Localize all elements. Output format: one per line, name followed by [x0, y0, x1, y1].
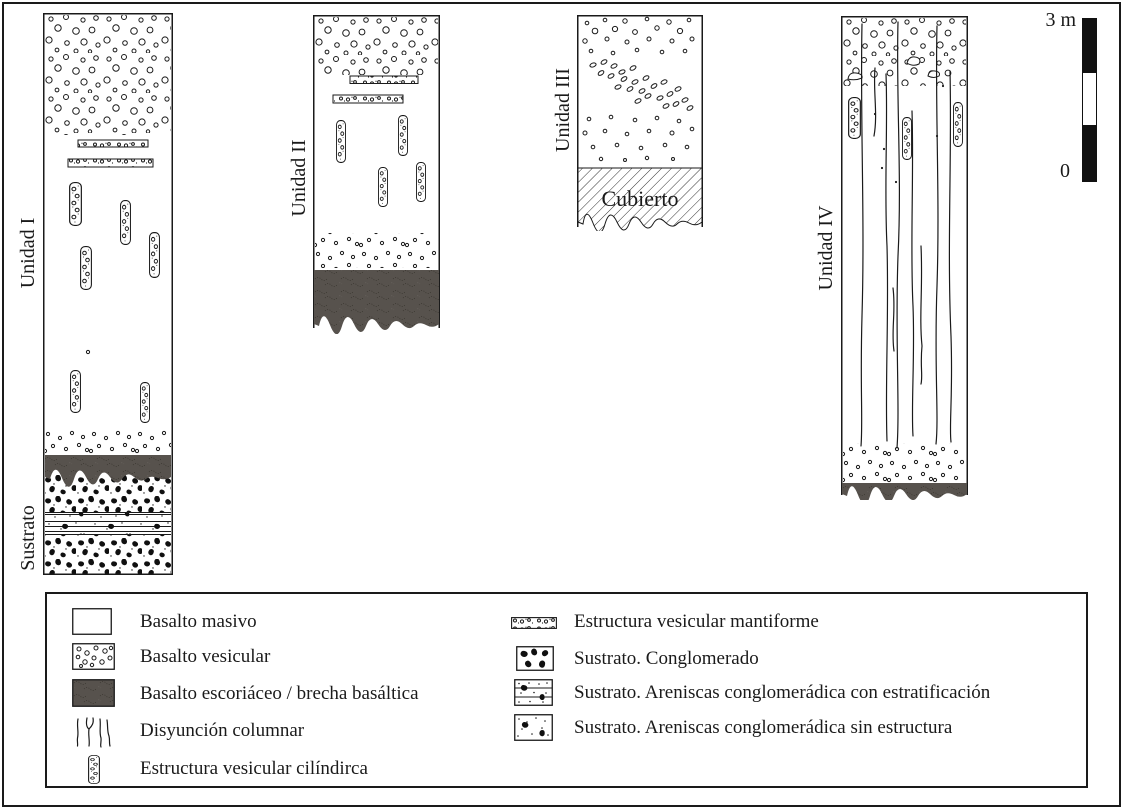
unit-2-label: Unidad II — [288, 139, 310, 217]
legend-box — [45, 592, 1088, 788]
vesicular-basalt-swatch — [72, 643, 115, 670]
legend-label-massive-basalt: Basalto masivo — [140, 611, 257, 632]
conglomerate-swatch — [516, 646, 554, 671]
unit2-vesicular-base — [315, 233, 438, 268]
covered-zone-label: Cubierto — [601, 186, 679, 211]
unstructured-sandstone-swatch — [514, 714, 553, 741]
legend-item-scoriaceous-basalt — [72, 679, 115, 707]
scale-bar — [1082, 18, 1097, 182]
unit-3-label: Unidad III — [552, 68, 574, 152]
legend-label-unstructured-sandstone: Sustrato. Areniscas conglomerádica sin estructura — [574, 717, 953, 738]
scoriaceous-basalt-swatch — [72, 679, 115, 707]
legend-item-stratified-sandstone — [514, 679, 553, 706]
unit-1-label: Unidad I — [17, 217, 39, 289]
mantiform-vesicular-symbol — [511, 617, 557, 629]
legend-label-columnar-jointing: Disyunción columnar — [140, 720, 305, 741]
unit4-vesicular-base — [843, 443, 966, 483]
scale-top-value: 3 m — [1045, 9, 1076, 31]
legend-item-cylindrical-vesicular — [87, 754, 101, 785]
scale-bar-segment-top — [1083, 19, 1096, 73]
legend-label-cylindrical-vesicular: Estructura vesicular cilíndirca — [140, 758, 368, 779]
scale-bar-segment-bottom — [1083, 125, 1096, 181]
scale-bottom-value: 0 — [1060, 160, 1070, 182]
massive-basalt-swatch — [72, 608, 112, 635]
vesicle-blob — [928, 71, 940, 78]
stratified-sandstone-swatch — [514, 679, 553, 706]
legend-label-mantiform-vesicular: Estructura vesicular mantiforme — [574, 611, 819, 632]
legend-item-unstructured-sandstone — [514, 714, 553, 741]
unit1-vesicular-top — [45, 15, 171, 135]
cylindrical-vesicular-symbol — [87, 754, 101, 785]
legend-item-mantiform-vesicular — [511, 617, 557, 629]
legend-label-conglomerate: Sustrato. Conglomerado — [574, 648, 759, 669]
legend-label-vesicular-basalt: Basalto vesicular — [140, 646, 271, 667]
legend-label-scoriaceous-basalt: Basalto escoriáceo / brecha basáltica — [140, 683, 419, 704]
legend-item-conglomerate — [516, 646, 554, 671]
strat-column-unit-2 — [313, 15, 440, 334]
legend-label-stratified-sandstone: Sustrato. Areniscas conglomerádica con estratificación — [574, 682, 991, 703]
columnar-jointing-symbol — [74, 716, 112, 748]
vesicle-blob — [848, 73, 862, 80]
legend-item-massive-basalt — [72, 608, 112, 635]
unit-4-label: Unidad IV — [815, 205, 837, 291]
unit2-vesicular-top — [315, 17, 438, 75]
unit4-scoria-layer — [842, 483, 967, 500]
scale-bar-segment-middle — [1083, 73, 1096, 125]
strat-column-unit-1 — [43, 13, 173, 575]
unit1-vesicular-base — [45, 428, 171, 455]
legend-item-columnar-jointing — [74, 716, 112, 748]
strat-column-unit-4 — [841, 16, 968, 500]
unit1-substrate — [45, 455, 171, 574]
substrate-label: Sustrato — [17, 505, 39, 571]
legend-item-vesicular-basalt — [72, 643, 115, 670]
